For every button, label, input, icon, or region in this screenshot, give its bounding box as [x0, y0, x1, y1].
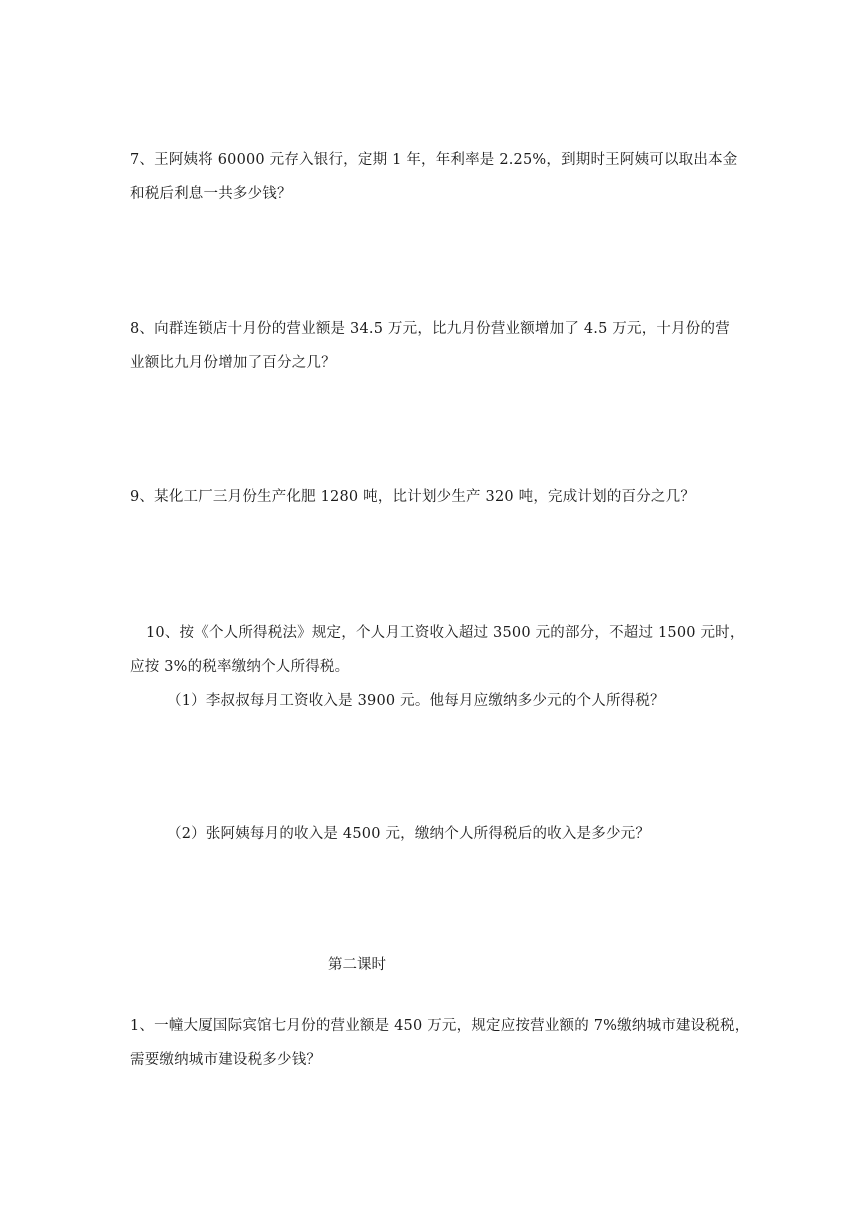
question-10-line-1: 10、按《个人所得税法》规定，个人月工资收入超过 3500 元的部分，不超过 1500 元时，: [146, 625, 745, 641]
question-10-sub-1: （1）李叔叔每月工资收入是 3900 元。他每月应缴纳多少元的个人所得税？: [167, 693, 665, 709]
question-10-sub-2: （2）张阿姨每月的收入是 4500 元，缴纳个人所得税后的收入是多少元？: [167, 826, 651, 842]
question-8-line-1: 8、向群连锁店十月份的营业额是 34.5 万元，比九月份营业额增加了 4.5 万元，十月份的营: [130, 321, 730, 337]
question-7-line-2: 和税后利息一共多少钱？: [130, 186, 292, 202]
section-question-1-line-2: 需要缴纳城市建设税多少钱？: [130, 1052, 322, 1068]
section-title: 第二课时: [328, 957, 386, 973]
question-10-line-2: 应按 3%的税率缴纳个人所得税。: [130, 659, 350, 675]
question-8-line-2: 业额比九月份增加了百分之几？: [130, 355, 336, 371]
question-9-line-1: 9、某化工厂三月份生产化肥 1280 吨，比计划少生产 320 吨，完成计划的百分之几？: [130, 489, 696, 505]
question-7-line-1: 7、王阿姨将 60000 元存入银行，定期 1 年，年利率是 2.25%，到期时王阿姨可以取出本金: [130, 152, 738, 168]
section-question-1-line-1: 1、一幢大厦国际宾馆七月份的营业额是 450 万元，规定应按营业额的 7%缴纳城市建设税税，: [130, 1018, 750, 1034]
